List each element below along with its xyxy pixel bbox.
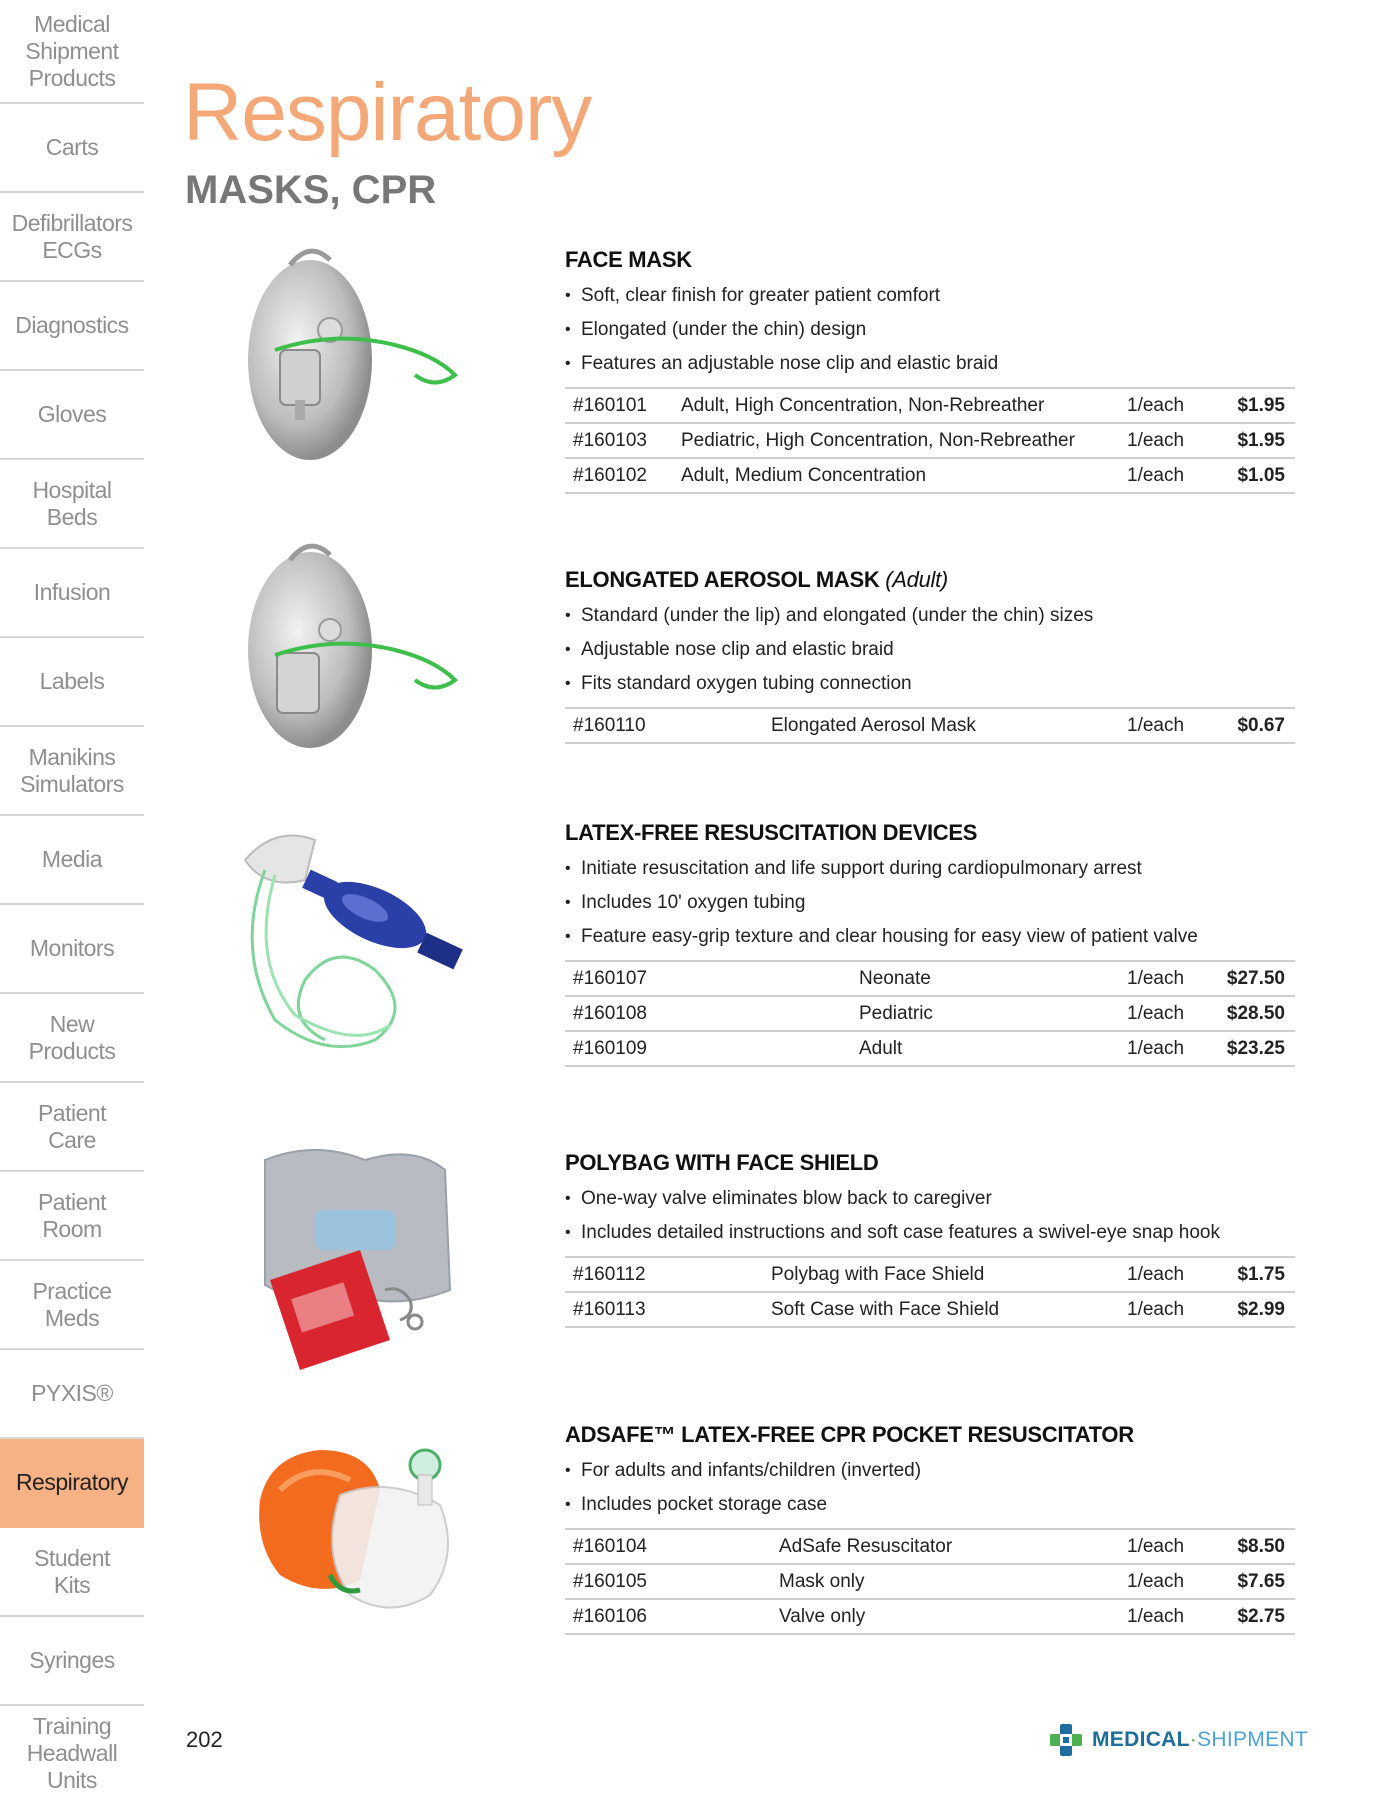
sku-table bbox=[565, 1528, 1295, 1635]
sku-table bbox=[565, 1256, 1295, 1328]
product-title-text: LATEX-FREE RESUSCITATION DEVICES bbox=[565, 820, 978, 845]
sidebar-brand: Medical Shipment Products bbox=[0, 0, 144, 104]
sidebar-item-media[interactable]: Media bbox=[0, 816, 144, 905]
unit-cell: 1/each bbox=[1127, 394, 1185, 416]
description-cell: Pediatric bbox=[859, 1002, 933, 1024]
table-row bbox=[565, 1529, 1295, 1564]
feature-item: • Soft, clear finish for greater patient comfort bbox=[565, 279, 1295, 313]
resuscitator-details bbox=[565, 818, 1295, 1067]
unit-cell: 1/each bbox=[1127, 1570, 1185, 1592]
price-cell: $2.75 bbox=[1237, 1605, 1285, 1627]
unit-cell: 1/each bbox=[1127, 429, 1185, 451]
price-cell: $1.05 bbox=[1237, 464, 1285, 486]
feature-list bbox=[565, 1182, 1295, 1250]
sidebar-item-new-products[interactable]: New Products bbox=[0, 994, 144, 1083]
sidebar-item-gloves[interactable]: Gloves bbox=[0, 371, 144, 460]
description-cell: Valve only bbox=[779, 1605, 866, 1627]
feature-item: • Fits standard oxygen tubing connection bbox=[565, 667, 1295, 701]
description-cell: Elongated Aerosol Mask bbox=[771, 714, 976, 736]
sidebar-item-syringes[interactable]: Syringes bbox=[0, 1617, 144, 1706]
sidebar-item-defibrillators[interactable]: Defibrillators ECGs bbox=[0, 193, 144, 282]
table-row bbox=[565, 996, 1295, 1031]
product-title-text: FACE MASK bbox=[565, 247, 692, 272]
table-row bbox=[565, 1564, 1295, 1599]
sidebar-item-training-headwall[interactable]: Training Headwall Units bbox=[26, 1712, 118, 1793]
unit-cell: 1/each bbox=[1127, 967, 1185, 989]
product-title-text: ELONGATED AEROSOL MASK bbox=[565, 567, 880, 592]
price-cell: $27.50 bbox=[1226, 967, 1285, 989]
page-subtitle: MASKS, CPR bbox=[185, 168, 437, 212]
sku-cell: #160109 bbox=[573, 1037, 647, 1059]
unit-cell: 1/each bbox=[1127, 464, 1185, 486]
sidebar-item-monitors[interactable]: Monitors bbox=[0, 905, 144, 994]
sidebar-item-practice-meds[interactable]: Practice Meds bbox=[0, 1261, 144, 1350]
unit-cell: 1/each bbox=[1127, 1535, 1185, 1557]
feature-list bbox=[565, 279, 1295, 381]
sku-cell: #160112 bbox=[573, 1263, 646, 1285]
sku-cell: #160105 bbox=[573, 1570, 647, 1592]
sku-cell: #160101 bbox=[573, 394, 647, 416]
polybag-details bbox=[565, 1148, 1295, 1328]
sidebar-item-patient-care[interactable]: Patient Care bbox=[0, 1083, 144, 1172]
price-cell: $2.99 bbox=[1237, 1298, 1285, 1320]
product-title bbox=[565, 245, 1295, 275]
feature-item: • Includes detailed instructions and soft case features a swivel-eye snap hook bbox=[565, 1216, 1295, 1250]
sku-cell: #160102 bbox=[573, 464, 647, 486]
medical-shipment-logo bbox=[1048, 1722, 1308, 1758]
description-cell: Adult, High Concentration, Non-Rebreather bbox=[681, 394, 1045, 416]
face-mask-image bbox=[235, 235, 495, 465]
adsafe-details bbox=[565, 1420, 1295, 1635]
table-row bbox=[565, 423, 1295, 458]
description-cell: Pediatric, High Concentration, Non-Rebreather bbox=[681, 429, 1075, 451]
feature-item: • For adults and infants/children (inverted) bbox=[565, 1454, 1295, 1488]
price-cell: $28.50 bbox=[1226, 1002, 1285, 1024]
feature-list bbox=[565, 1454, 1295, 1522]
feature-item: • One-way valve eliminates blow back to caregiver bbox=[565, 1182, 1295, 1216]
sku-cell: #160103 bbox=[573, 429, 647, 451]
price-cell: $23.25 bbox=[1226, 1037, 1285, 1059]
product-title bbox=[565, 1148, 1295, 1178]
price-cell: $1.95 bbox=[1237, 394, 1285, 416]
sidebar-item-diagnostics[interactable]: Diagnostics bbox=[0, 282, 144, 371]
aerosol-mask-image bbox=[235, 535, 495, 755]
product-title-text: ADSAFE™ LATEX-FREE CPR POCKET RESUSCITATOR bbox=[565, 1422, 1134, 1447]
description-cell: Neonate bbox=[859, 967, 931, 989]
sku-cell: #160110 bbox=[573, 714, 646, 736]
sidebar-item-hospital-beds[interactable]: Hospital Beds bbox=[0, 460, 144, 549]
sidebar-item-student-kits[interactable]: Student Kits bbox=[0, 1528, 144, 1617]
sidebar-item-pyxis[interactable]: PYXIS® bbox=[0, 1350, 144, 1439]
price-cell: $7.65 bbox=[1237, 1570, 1285, 1592]
sidebar-item-labels[interactable]: Labels bbox=[0, 638, 144, 727]
price-cell: $8.50 bbox=[1237, 1535, 1285, 1557]
face-mask-details bbox=[565, 245, 1295, 494]
sku-cell: #160104 bbox=[573, 1535, 647, 1557]
feature-item: • Elongated (under the chin) design bbox=[565, 313, 1295, 347]
sidebar-item-respiratory[interactable]: Respiratory bbox=[0, 1439, 144, 1528]
product-title bbox=[565, 818, 1295, 848]
unit-cell: 1/each bbox=[1127, 1002, 1185, 1024]
sidebar-item-manikins[interactable]: Manikins Simulators bbox=[0, 727, 144, 816]
logo-primary: MEDICAL bbox=[1092, 1728, 1190, 1751]
description-cell: Mask only bbox=[779, 1570, 865, 1592]
unit-cell: 1/each bbox=[1127, 1263, 1185, 1285]
cross-logo-icon bbox=[1048, 1722, 1084, 1758]
feature-item: • Initiate resuscitation and life support during cardiopulmonary arrest bbox=[565, 852, 1295, 886]
product-qualifier: (Adult) bbox=[885, 567, 948, 592]
unit-cell: 1/each bbox=[1127, 714, 1185, 736]
description-cell: Polybag with Face Shield bbox=[771, 1263, 985, 1285]
table-row bbox=[565, 961, 1295, 996]
product-title bbox=[565, 565, 1295, 595]
category-sidebar bbox=[0, 0, 144, 1800]
sidebar-item-patient-room[interactable]: Patient Room bbox=[0, 1172, 144, 1261]
table-row bbox=[565, 458, 1295, 493]
feature-item: • Adjustable nose clip and elastic braid bbox=[565, 633, 1295, 667]
feature-item: • Includes 10' oxygen tubing bbox=[565, 886, 1295, 920]
description-cell: AdSafe Resuscitator bbox=[779, 1535, 953, 1557]
adsafe-image bbox=[250, 1440, 510, 1630]
sku-cell: #160107 bbox=[573, 967, 647, 989]
sku-cell: #160108 bbox=[573, 1002, 647, 1024]
table-row bbox=[565, 1257, 1295, 1292]
polybag-image bbox=[255, 1140, 515, 1380]
feature-item: • Feature easy-grip texture and clear housing for easy view of patient valve bbox=[565, 920, 1295, 954]
table-row bbox=[565, 1031, 1295, 1066]
product-title-text: POLYBAG WITH FACE SHIELD bbox=[565, 1150, 879, 1175]
table-row bbox=[565, 388, 1295, 423]
sku-table bbox=[565, 707, 1295, 744]
sidebar-item-infusion[interactable]: Infusion bbox=[0, 549, 144, 638]
aerosol-mask-details bbox=[565, 565, 1295, 744]
unit-cell: 1/each bbox=[1127, 1298, 1185, 1320]
table-row bbox=[565, 708, 1295, 743]
description-cell: Soft Case with Face Shield bbox=[771, 1298, 1000, 1320]
logo-text bbox=[1092, 1728, 1308, 1752]
price-cell: $1.75 bbox=[1237, 1263, 1285, 1285]
sku-cell: #160106 bbox=[573, 1605, 647, 1627]
feature-item: • Standard (under the lip) and elongated (under the chin) sizes bbox=[565, 599, 1295, 633]
page-title: Respiratory bbox=[183, 67, 592, 158]
description-cell: Adult, Medium Concentration bbox=[681, 464, 927, 486]
unit-cell: 1/each bbox=[1127, 1037, 1185, 1059]
sidebar-item-carts[interactable]: Carts bbox=[0, 104, 144, 193]
sku-table bbox=[565, 960, 1295, 1067]
logo-secondary: SHIPMENT bbox=[1197, 1728, 1308, 1751]
price-cell: $1.95 bbox=[1237, 429, 1285, 451]
table-row bbox=[565, 1599, 1295, 1634]
logo-separator: · bbox=[1189, 1728, 1198, 1751]
description-cell: Adult bbox=[859, 1037, 903, 1059]
feature-item: • Features an adjustable nose clip and elastic braid bbox=[565, 347, 1295, 381]
feature-list bbox=[565, 852, 1295, 954]
sku-table bbox=[565, 387, 1295, 494]
sku-cell: #160113 bbox=[573, 1298, 646, 1320]
price-cell: $0.67 bbox=[1237, 714, 1285, 736]
product-title bbox=[565, 1420, 1295, 1450]
resuscitator-image bbox=[225, 820, 485, 1070]
feature-list bbox=[565, 599, 1295, 701]
feature-item: • Includes pocket storage case bbox=[565, 1488, 1295, 1522]
unit-cell: 1/each bbox=[1127, 1605, 1185, 1627]
table-row bbox=[565, 1292, 1295, 1327]
page-number: 202 bbox=[186, 1727, 223, 1752]
